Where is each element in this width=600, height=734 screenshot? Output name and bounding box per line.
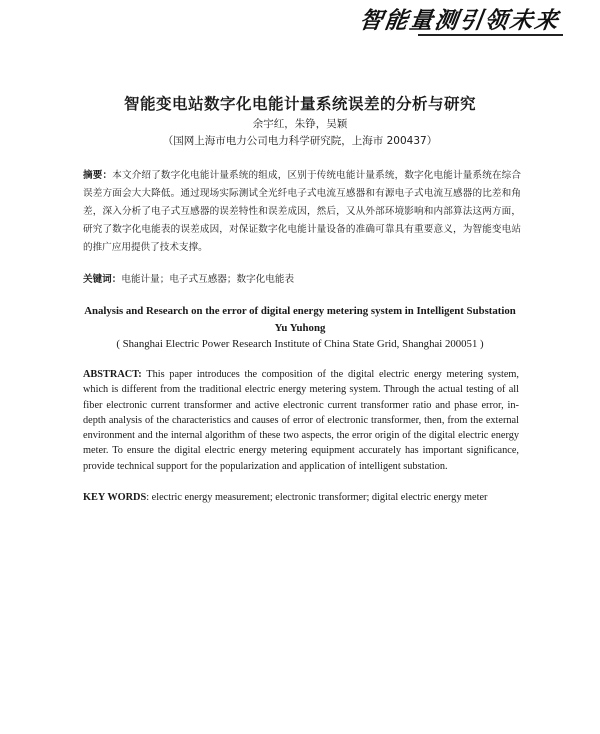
cn-affiliation: （国网上海市电力公司电力科学研究院，上海市 200437） [162,135,438,147]
cn-title: 智能变电站数字化电能计量系统误差的分析与研究 [123,95,476,113]
en-affiliation: ( Shanghai Electric Power Research Institute of China State Grid, Shanghai 200051 ) [116,338,484,350]
header-rule [418,34,563,36]
en-abstract-label: ABSTRACT: [83,369,142,380]
cn-keywords [83,271,521,289]
en-abstract [83,367,519,474]
cn-keywords-text: 电能计量；电子式互感器；数字化电能表 [121,274,295,285]
cn-abstract-text: 本文介绍了数字化电能计量系统的组成，区别于传统电能计量系统，数字化电能计量系统在综合误差方面会大大降低。通过现场实际测试全光纤电子式电流互感器和有源电子式电流互感器的比差和角差，深入分析了电子式互感器的误差特性和误差成因，然后，又从外部环境影响和内部算法这两方面，研究了数字化电能表的误差成因，对保证数字化电能计量设备的准确可靠具有重要意义，为智能变电站的推广应用提供了技术支撑。 [83,170,522,253]
en-title: Analysis and Research on the error of digital energy metering system in Intelligent Substation [84,305,516,317]
en-abstract-text: This paper introduces the composition of the digital electric energy metering system, which is different from the traditional electric energy metering system. Through the actual testing of all fiber electronic current transformer and active electronic current transformer ratio and phase error, in-depth analysis of the characteristics and causes of error of electronic transformer, then, from the external environment and the internal algorithm of these two aspects, the error origin of the digital electric energy meter. To ensure the digital electric energy metering equipment accurately has important significance, provide technical support for the popularization and application of intelligent substation. [83,369,519,472]
en-keywords-label: KEY WORDS [83,492,147,503]
en-keywords [83,490,523,505]
header-banner: 智能量测引领未来 [357,7,562,34]
cn-keywords-label: 关键词： [83,274,122,285]
cn-abstract-label: 摘要： [83,170,113,181]
cn-authors: 余宇红，朱铮，吴颖 [252,118,348,130]
en-author: Yu Yuhong [274,322,326,334]
cn-abstract [83,167,521,257]
en-keywords-text: : electric energy measurement; electronic transformer; digital electric energy meter [146,492,488,503]
